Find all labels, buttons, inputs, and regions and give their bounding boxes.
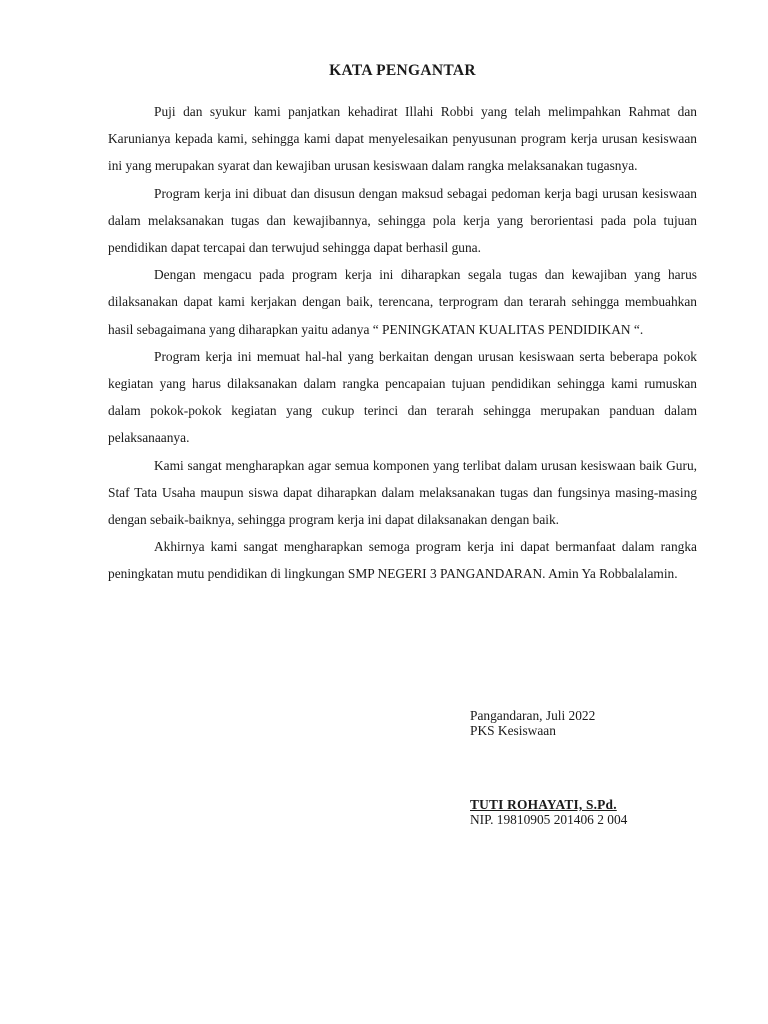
- paragraph-6: Akhirnya kami sangat mengharapkan semoga program kerja ini dapat bermanfaat dalam rangka peningkatan mutu pendidikan di lingkungan SMP NEGERI 3 PANGANDARAN. Amin Ya Robbalalamin.: [108, 539, 697, 582]
- signature-position: PKS Kesiswaan: [470, 723, 556, 738]
- page-title: KATA PENGANTAR: [329, 62, 476, 79]
- paragraph-3: Dengan mengacu pada program kerja ini diharapkan segala tugas dan kewajiban yang harus dilaksanakan dapat kami kerjakan dengan baik, terencana, terprogram dan terarah sehingga membuahkan hasil sebagaimana yang diharapkan yaitu adanya “ PENINGKATAN KUALITAS PENDIDIKAN “.: [108, 267, 697, 337]
- signature-nip: NIP. 19810905 201406 2 004: [470, 812, 628, 827]
- signature-place-date: Pangandaran, Juli 2022: [470, 708, 596, 723]
- paragraph-2: Program kerja ini dibuat dan disusun dengan maksud sebagai pedoman kerja bagi urusan kesiswaan dalam melaksanakan tugas dan kewajibannya, sehingga pola kerja yang berorientasi pada pola tujuan pendidikan dapat tercapai dan terwujud sehingga dapat berhasil guna.: [108, 185, 697, 256]
- document-body: [108, 58, 697, 588]
- paragraph-1: Puji dan syukur kami panjatkan kehadirat Illahi Robbi yang telah melimpahkan Rahmat dan Karunianya kepada kami, sehingga kami dapat menyelesaikan penyusunan program kerja urusan kesiswaan ini yang merupakan syarat dan kewajiban urusan kesiswaan dalam rangka melaksanakan tugasnya.: [108, 104, 697, 174]
- signature-block: [470, 708, 730, 827]
- paragraph-4: Program kerja ini memuat hal-hal yang berkaitan dengan urusan kesiswaan serta beberapa pokok kegiatan yang harus dilaksanakan dalam rangka pencapaian tujuan pendidikan sehingga kami rumuskan dalam pokok-pokok kegiatan yang cukup terinci dan terarah sehingga merupakan panduan dalam pelaksanaanya.: [108, 348, 697, 446]
- signature-name: TUTI ROHAYATI, S.Pd.: [470, 797, 617, 812]
- paragraph-5: Kami sangat mengharapkan agar semua komponen yang terlibat dalam urusan kesiswaan baik Guru, Staf Tata Usaha maupun siswa dapat diharapkan dalam melaksanakan tugas dan fungsinya masing-masing dengan sebaik-baiknya, sehingga program kerja ini dapat dilaksanakan dengan baik.: [108, 457, 697, 528]
